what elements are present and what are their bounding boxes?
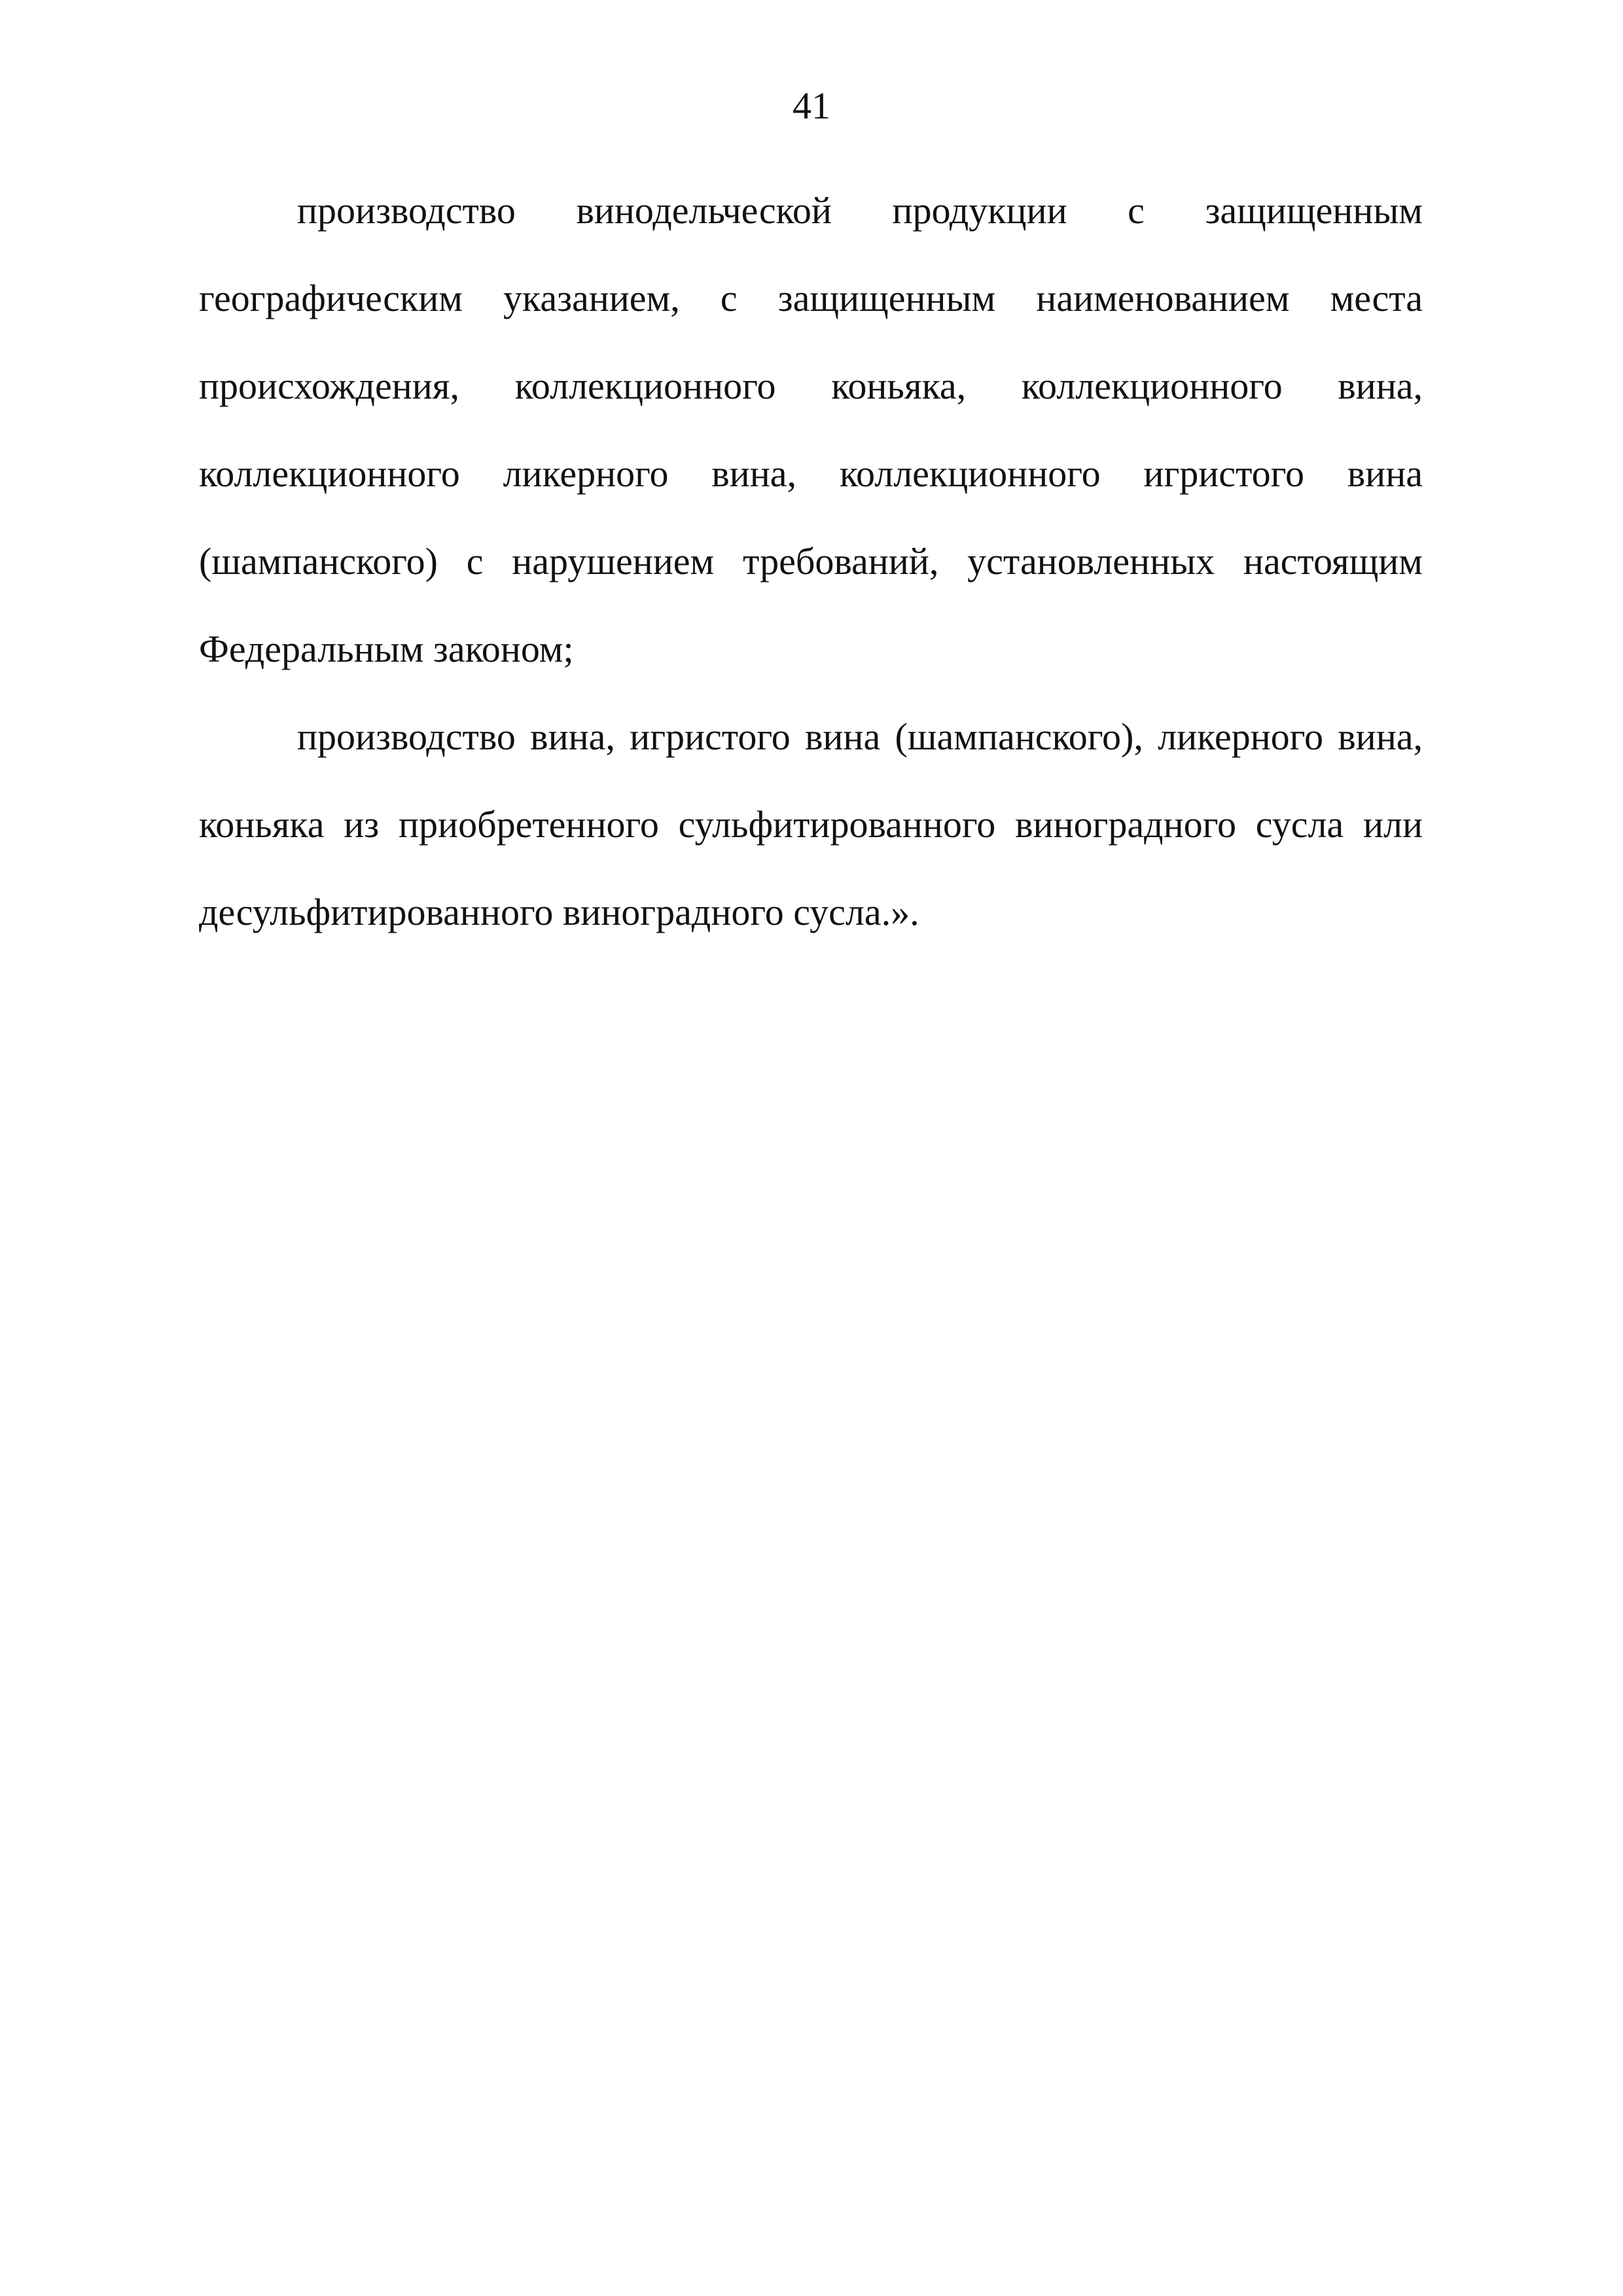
- text-line: Федеральным законом;: [199, 628, 574, 670]
- text-line: производство вина, игристого вина (шампанского), ликерного вина,: [297, 715, 1423, 758]
- paragraph-sulfited-must: [199, 693, 1423, 956]
- text-line: географическим указанием, с защищенным наименованием места: [199, 277, 1423, 319]
- paragraph-protected-geo: [199, 167, 1423, 693]
- text-line: коньяка из приобретенного сульфитированного виноградного сусла или: [199, 803, 1423, 846]
- document-body: [199, 167, 1423, 956]
- text-line: (шампанского) с нарушением требований, установленных настоящим: [199, 540, 1423, 583]
- text-line: коллекционного ликерного вина, коллекционного игристого вина: [199, 452, 1423, 495]
- text-line: производство винодельческой продукции с защищенным: [297, 189, 1423, 232]
- text-line: происхождения, коллекционного коньяка, коллекционного вина,: [199, 365, 1423, 407]
- text-line: десульфитированного виноградного сусла.».: [199, 891, 919, 933]
- page-number: 41: [793, 84, 830, 127]
